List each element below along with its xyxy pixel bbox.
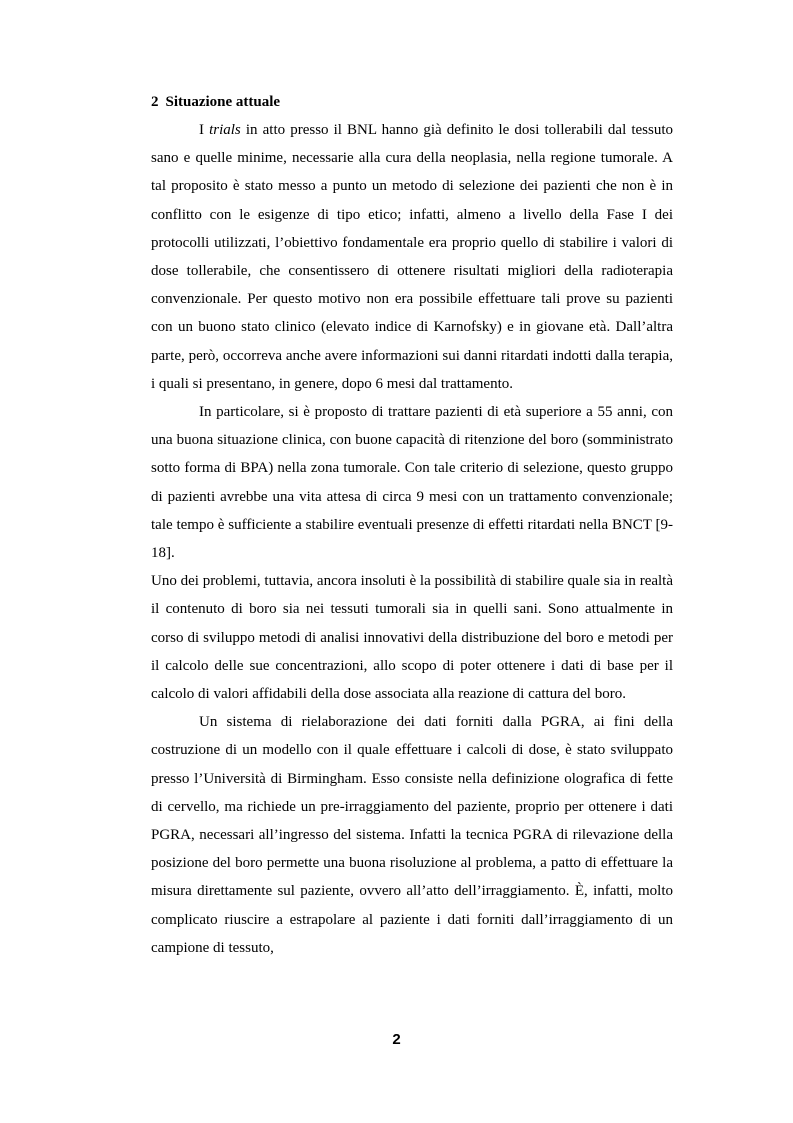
paragraph-1 bbox=[151, 116, 673, 398]
paragraph-4: Un sistema di rielaborazione dei dati forniti dalla PGRA, ai fini della costruzione di un modello con il quale effettuare i calcoli di dose, è stato sviluppato presso l’Università di Birmingham. Esso consiste nella definizione olografica di fette di cervello, ma richiede un pre-irraggiamento del paziente, proprio per ottenere i dati PGRA, necessari all’ingresso del sistema. Infatti la tecnica PGRA di rilevazione della posizione del boro permette una buona risoluzione al problema, a patto di effettuare la misura direttamente sul paziente, ovvero all’atto dell’irraggiamento. È, infatti, molto complicato riuscire a estrapolare al paziente i dati forniti dall’irraggiamento di un campione di tessuto, bbox=[151, 714, 673, 956]
paragraph-3: Uno dei problemi, tuttavia, ancora insoluti è la possibilità di stabilire quale sia in realtà il contenuto di boro sia nei tessuti tumorali sia in quelli sani. Sono attualmente in corso di sviluppo metodi di analisi innovativi della distribuzione del boro e metodi per il calcolo delle sue concentrazioni, allo scopo di poter ottenere i dati di base per il calcolo di valori affidabili della dose associata alla reazione di cattura del boro. bbox=[151, 573, 673, 703]
paragraph-1-emphasis: trials bbox=[209, 122, 241, 138]
section-number: 2 bbox=[151, 94, 159, 110]
paragraph-2: In particolare, si è proposto di trattare pazienti di età superiore a 55 anni, con una buona situazione clinica, con buone capacità di ritenzione del boro (somministrato sotto forma di BPA) nella zona tumorale. Con tale criterio di selezione, questo gruppo di pazienti avrebbe una vita attesa di circa 9 mesi con un trattamento convenzionale; tale tempo è sufficiente a stabilire eventuali presenze di effetti ritardati nella BNCT [9-18]. bbox=[151, 404, 673, 562]
paragraph-1-text: in atto presso il BNL hanno già definito le dosi tollerabili dal tessuto sano e quelle minime, necessarie alla cura della neoplasia, nella regione tumorale. A tal proposito è stato messo a punto un metodo di selezione dei pazienti che non è in conflitto con le esigenze di tipo etico; infatti, almeno a livello della Fase I dei protocolli utilizzati, l’obiettivo fondamentale era proprio quello di stabilire i valori di dose tollerabile, che consentissero di ottenere risultati migliori della radioterapia convenzionale. Per questo motivo non era possibile effettuare tali prove su pazienti con un buono stato clinico (elevato indice di Karnofsky) e in giovane età. Dall’altra parte, però, occorreva anche avere informazioni sui danni ritardati indotti dalla terapia, i quali si presentano, in genere, dopo 6 mesi dal trattamento. bbox=[151, 122, 673, 392]
page-number: 2 bbox=[392, 1031, 401, 1048]
page-body bbox=[151, 88, 673, 962]
section-heading bbox=[151, 88, 673, 116]
paragraph-1-lead: I bbox=[199, 122, 210, 138]
section-title: Situazione attuale bbox=[165, 94, 281, 110]
